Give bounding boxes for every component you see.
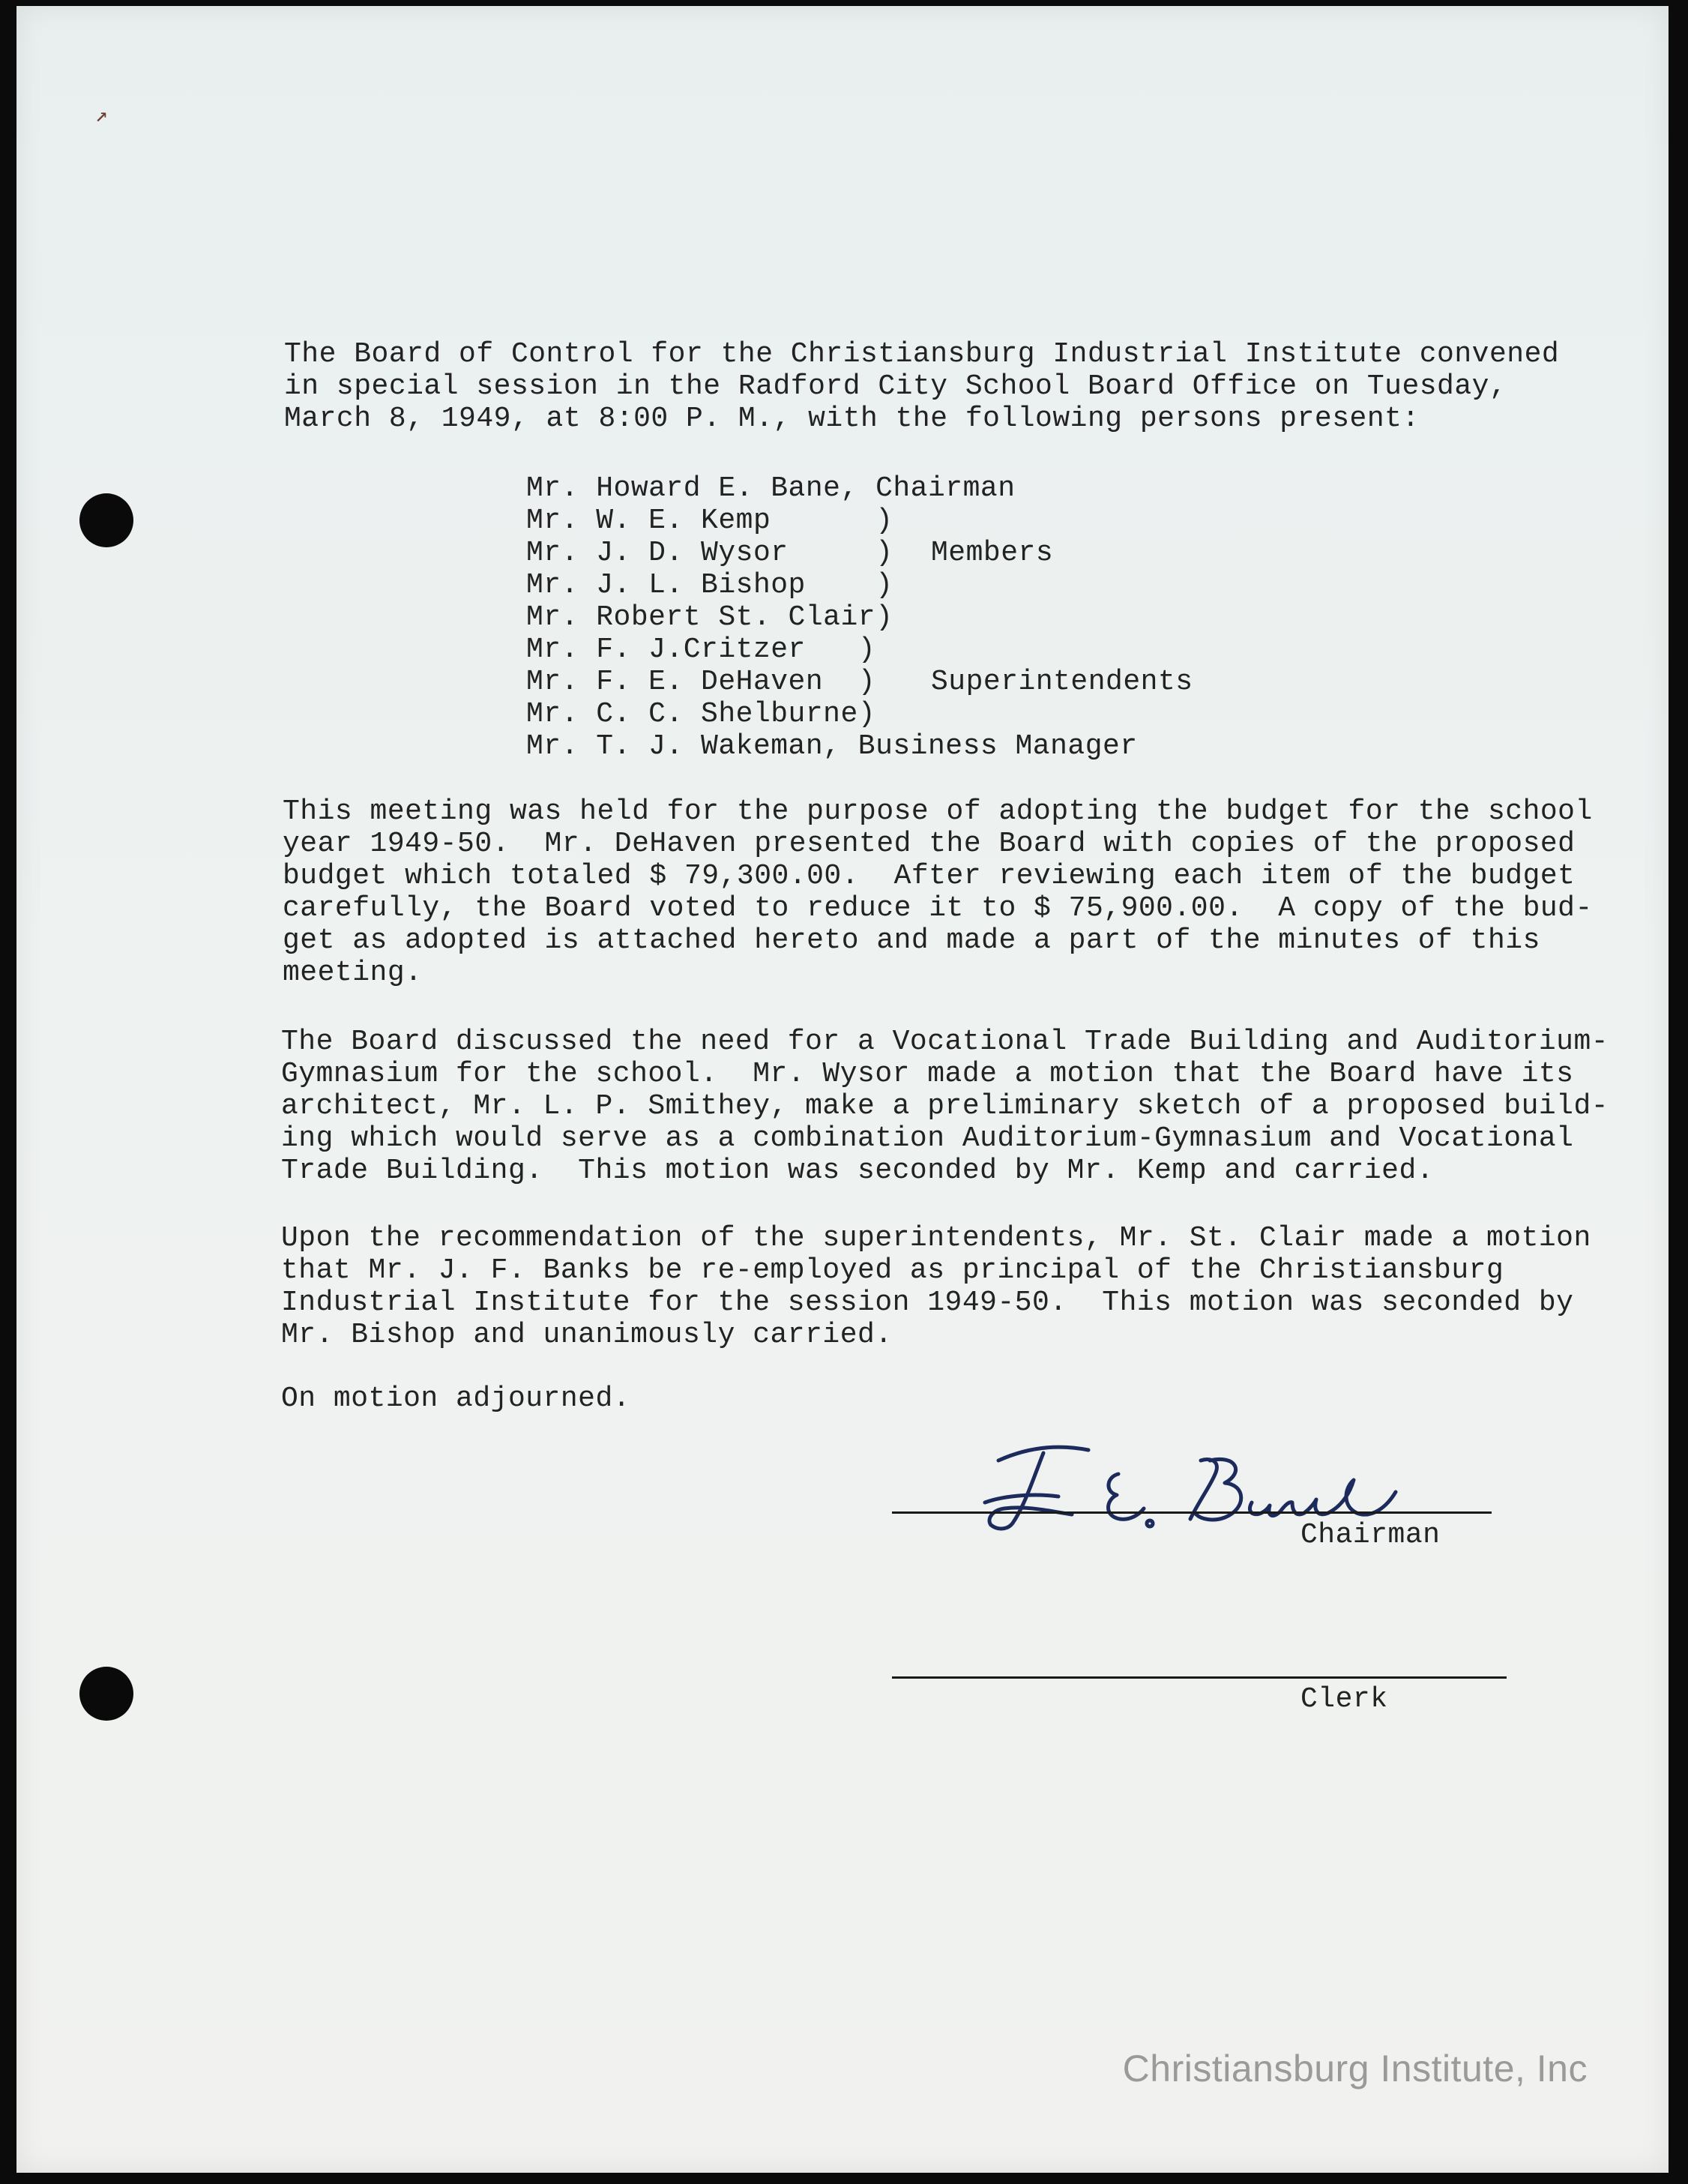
attendee-line: Mr. J. D. Wysor ) — [526, 537, 893, 569]
attendee-line: Mr. F. E. DeHaven ) — [526, 666, 876, 698]
paragraph-line: Industrial Institute for the session 1949-50. This motion was seconded by — [281, 1287, 1574, 1319]
intro-line: in special session in the Radford City School Board Office on Tuesday, — [284, 370, 1507, 403]
budget-paragraph — [283, 795, 1593, 989]
paragraph-line: This meeting was held for the purpose of adopting the budget for the school — [283, 795, 1593, 828]
document-page — [16, 6, 1669, 2173]
intro-line: The Board of Control for the Christiansburg Industrial Institute convened — [284, 338, 1560, 370]
paragraph-line: budget which totaled $ 79,300.00. After reviewing each item of the budget — [283, 860, 1576, 892]
pen-mark: ↗ — [95, 105, 108, 128]
attendee-line: Mr. W. E. Kemp ) — [526, 505, 893, 537]
attendee-line: Mr. C. C. Shelburne) — [526, 698, 876, 730]
paragraph-line: Upon the recommendation of the superintendents, Mr. St. Clair made a motion — [281, 1222, 1591, 1254]
paragraph-line: Mr. Bishop and unanimously carried. — [281, 1319, 893, 1351]
intro-paragraph — [284, 338, 1559, 435]
attendee-line: Mr. T. J. Wakeman, Business Manager — [526, 730, 1138, 762]
chairman-label: Chairman — [1300, 1519, 1441, 1551]
paragraph-line: ing which would serve as a combination Auditorium-Gymnasium and Vocational — [281, 1122, 1574, 1155]
paragraph-line: year 1949-50. Mr. DeHaven presented the Board with copies of the proposed — [283, 828, 1576, 860]
attendee-line: Mr. Robert St. Clair) — [526, 601, 893, 634]
closing-line: On motion adjourned. — [281, 1383, 631, 1415]
punch-hole-bottom — [79, 1667, 133, 1721]
building-paragraph — [281, 1026, 1609, 1187]
clerk-label: Clerk — [1300, 1683, 1388, 1715]
paragraph-line: architect, Mr. L. P. Smithey, make a preliminary sketch of a proposed build- — [281, 1090, 1609, 1122]
paragraph-line: The Board discussed the need for a Vocational Trade Building and Auditorium- — [281, 1026, 1609, 1058]
attendee-line: Mr. F. J.Critzer ) — [526, 634, 876, 666]
intro-line: March 8, 1949, at 8:00 P. M., with the following persons present: — [284, 403, 1420, 435]
clerk-signature-line — [892, 1676, 1507, 1679]
paragraph-line: that Mr. J. F. Banks be re-employed as principal of the Christiansburg — [281, 1254, 1504, 1287]
attendee-line: Mr. J. L. Bishop ) — [526, 569, 893, 601]
paragraph-line: Trade Building. This motion was seconded by Mr. Kemp and carried. — [281, 1155, 1435, 1187]
paragraph-line: Gymnasium for the school. Mr. Wysor made a motion that the Board have its — [281, 1058, 1574, 1090]
chairman-signature-line — [892, 1511, 1492, 1514]
paragraph-line: get as adopted is attached hereto and made a part of the minutes of this — [283, 924, 1540, 957]
superintendents-label: Superintendents — [931, 666, 1193, 698]
paragraph-line: carefully, the Board voted to reduce it to $ 75,900.00. A copy of the bud- — [283, 892, 1593, 924]
watermark: Christiansburg Institute, Inc — [1122, 2048, 1588, 2090]
attendee-list — [526, 472, 1138, 762]
attendee-line: Mr. Howard E. Bane, Chairman — [526, 472, 1016, 505]
punch-hole-top — [79, 493, 133, 547]
paragraph-line: meeting. — [283, 957, 423, 989]
members-label: Members — [931, 537, 1054, 569]
principal-paragraph — [281, 1222, 1591, 1351]
